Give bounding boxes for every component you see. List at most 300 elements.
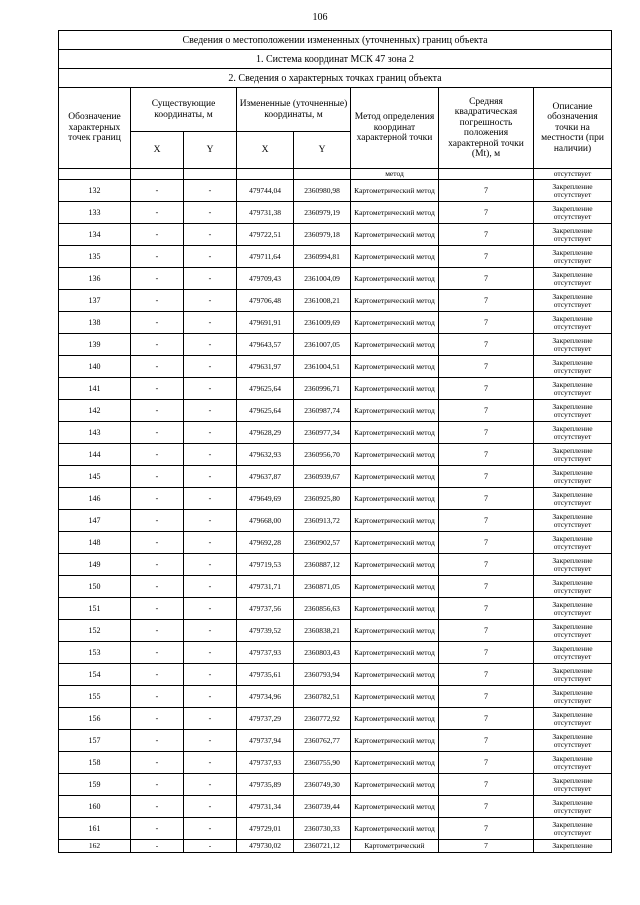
- cell-changed-x: 479737,56: [237, 598, 294, 620]
- cell-point-id: 132: [59, 180, 131, 202]
- cell-existing-x: -: [131, 422, 184, 444]
- cell-error: 7: [439, 752, 534, 774]
- cell-existing-y: -: [184, 708, 237, 730]
- cell-existing-y: -: [184, 686, 237, 708]
- cell-error: 7: [439, 422, 534, 444]
- cell-changed-x: 479691,91: [237, 312, 294, 334]
- cell-description: Закрепление отсутствует: [534, 752, 612, 774]
- cell-changed-y: 2360856,63: [294, 598, 351, 620]
- cell-changed-x: 479737,93: [237, 752, 294, 774]
- cell-changed-x: 479730,02: [237, 840, 294, 853]
- cell-existing-x: -: [131, 796, 184, 818]
- cell-changed-y: 2360772,92: [294, 708, 351, 730]
- cell-point-id: 143: [59, 422, 131, 444]
- col-header-changed: Измененные (уточненные) координаты, м: [237, 88, 351, 132]
- col-header-changed-x: X: [237, 132, 294, 169]
- table-row: [59, 686, 612, 708]
- cell-changed-y: 2360902,57: [294, 532, 351, 554]
- table-row: [59, 510, 612, 532]
- cell-changed-y: 2360739,44: [294, 796, 351, 818]
- cell-error: 7: [439, 730, 534, 752]
- col-header-description: Описание обозначения точки на местности (при наличии): [534, 88, 612, 169]
- cell-method: Картометрический метод: [351, 774, 439, 796]
- cell-existing-x: -: [131, 312, 184, 334]
- table-row: [59, 246, 612, 268]
- cell-point-id: 152: [59, 620, 131, 642]
- cell-changed-x: 479739,52: [237, 620, 294, 642]
- col-header-existing: Существующие координаты, м: [131, 88, 237, 132]
- cell-changed-x: 479731,71: [237, 576, 294, 598]
- cell-existing-x: -: [131, 268, 184, 290]
- cell-method: Картометрический метод: [351, 554, 439, 576]
- cell-existing-y: -: [184, 598, 237, 620]
- cell-existing-x: -: [131, 532, 184, 554]
- cell: [237, 169, 294, 180]
- table-row: [59, 224, 612, 246]
- cell-description: Закрепление отсутствует: [534, 488, 612, 510]
- cell-error: 7: [439, 290, 534, 312]
- cell-method: Картометрический метод: [351, 598, 439, 620]
- table-title: Сведения о местоположении измененных (уточненных) границ объекта: [59, 31, 612, 50]
- cell-point-id: 138: [59, 312, 131, 334]
- cell-description: Закрепление отсутствует: [534, 356, 612, 378]
- cell-description: отсутствует: [534, 169, 612, 180]
- cell: [59, 169, 131, 180]
- cell-point-id: 139: [59, 334, 131, 356]
- cell: [439, 169, 534, 180]
- table-body: [59, 169, 612, 853]
- cell-existing-y: -: [184, 466, 237, 488]
- cell-method: Картометрический метод: [351, 752, 439, 774]
- cell-changed-y: 2360887,12: [294, 554, 351, 576]
- cell-existing-x: -: [131, 598, 184, 620]
- table-row: [59, 466, 612, 488]
- cell-point-id: 156: [59, 708, 131, 730]
- cell-point-id: 151: [59, 598, 131, 620]
- table-row: [59, 422, 612, 444]
- cell-changed-x: 479737,29: [237, 708, 294, 730]
- col-header-existing-y: Y: [184, 132, 237, 169]
- table-row: [59, 334, 612, 356]
- cell-changed-y: 2360994,81: [294, 246, 351, 268]
- cell-error: 7: [439, 356, 534, 378]
- cell-existing-y: -: [184, 752, 237, 774]
- cell: [131, 169, 184, 180]
- cell-changed-x: 479719,53: [237, 554, 294, 576]
- table-row: [59, 290, 612, 312]
- cell-existing-x: -: [131, 510, 184, 532]
- cell-error: 7: [439, 312, 534, 334]
- cell-existing-y: -: [184, 620, 237, 642]
- col-header-changed-y: Y: [294, 132, 351, 169]
- col-header-designation: Обозначение характерных точек границ: [59, 88, 131, 169]
- cell-changed-x: 479643,57: [237, 334, 294, 356]
- cell-changed-x: 479729,01: [237, 818, 294, 840]
- cell-existing-x: -: [131, 466, 184, 488]
- table-row: [59, 400, 612, 422]
- cell-existing-y: -: [184, 334, 237, 356]
- cell-point-id: 154: [59, 664, 131, 686]
- cell-description: Закрепление отсутствует: [534, 642, 612, 664]
- cell-point-id: 147: [59, 510, 131, 532]
- cell-existing-x: -: [131, 818, 184, 840]
- cell-method: Картометрический метод: [351, 202, 439, 224]
- cell-changed-x: 479692,28: [237, 532, 294, 554]
- cell-description: Закрепление отсутствует: [534, 422, 612, 444]
- cell-error: 7: [439, 620, 534, 642]
- cell-point-id: 146: [59, 488, 131, 510]
- table-row: [59, 268, 612, 290]
- table-title-row: [59, 31, 612, 50]
- cell-point-id: 141: [59, 378, 131, 400]
- table-row: [59, 796, 612, 818]
- cell-existing-y: -: [184, 444, 237, 466]
- cell-description: Закрепление отсутствует: [534, 466, 612, 488]
- cell-point-id: 162: [59, 840, 131, 853]
- cell-description: Закрепление отсутствует: [534, 180, 612, 202]
- cell-method: Картометрический метод: [351, 708, 439, 730]
- cell-method: Картометрический метод: [351, 686, 439, 708]
- cell-error: 7: [439, 180, 534, 202]
- cell-existing-y: -: [184, 532, 237, 554]
- cell-changed-y: 2360749,30: [294, 774, 351, 796]
- cell-error: 7: [439, 378, 534, 400]
- cell-existing-x: -: [131, 488, 184, 510]
- cell-changed-x: 479632,93: [237, 444, 294, 466]
- cell: [184, 169, 237, 180]
- cell-error: 7: [439, 466, 534, 488]
- cell-changed-x: 479649,69: [237, 488, 294, 510]
- cell-changed-x: 479668,00: [237, 510, 294, 532]
- cell-point-id: 153: [59, 642, 131, 664]
- cell-changed-x: 479737,93: [237, 642, 294, 664]
- cell-error: 7: [439, 796, 534, 818]
- cell-description: Закрепление отсутствует: [534, 268, 612, 290]
- cell-error: 7: [439, 774, 534, 796]
- table-row: [59, 598, 612, 620]
- cell-error: 7: [439, 202, 534, 224]
- cell-point-id: 161: [59, 818, 131, 840]
- cell-existing-x: -: [131, 774, 184, 796]
- table-row: [59, 202, 612, 224]
- table-row: [59, 620, 612, 642]
- cell-method: Картометрический метод: [351, 312, 439, 334]
- cell-method: Картометрический метод: [351, 356, 439, 378]
- cell-existing-y: -: [184, 224, 237, 246]
- boundary-points-table: [58, 30, 612, 853]
- cell-existing-y: -: [184, 180, 237, 202]
- cell-error: 7: [439, 268, 534, 290]
- cell-error: 7: [439, 224, 534, 246]
- table-row: [59, 356, 612, 378]
- coordinate-system: 1. Система координат МСК 47 зона 2: [59, 50, 612, 69]
- cell-changed-x: 479731,34: [237, 796, 294, 818]
- cell-description: Закрепление отсутствует: [534, 532, 612, 554]
- cell-changed-y: 2360939,67: [294, 466, 351, 488]
- cell: [294, 169, 351, 180]
- table-row: [59, 708, 612, 730]
- cell-existing-y: -: [184, 840, 237, 853]
- cell-description: Закрепление отсутствует: [534, 554, 612, 576]
- cell-existing-y: -: [184, 356, 237, 378]
- page-number: 106: [312, 12, 328, 23]
- cell-changed-x: 479625,64: [237, 378, 294, 400]
- cell-changed-y: 2360838,21: [294, 620, 351, 642]
- cell-point-id: 155: [59, 686, 131, 708]
- cell-method: Картометрический метод: [351, 268, 439, 290]
- cell-changed-x: 479709,43: [237, 268, 294, 290]
- table-row: [59, 774, 612, 796]
- cell-changed-y: 2360782,51: [294, 686, 351, 708]
- cell-changed-y: 2360979,19: [294, 202, 351, 224]
- cell-method: Картометрический метод: [351, 730, 439, 752]
- cell-changed-y: 2361004,09: [294, 268, 351, 290]
- cell-error: 7: [439, 488, 534, 510]
- cell-existing-y: -: [184, 378, 237, 400]
- cell-existing-y: -: [184, 730, 237, 752]
- cell-description: Закрепление отсутствует: [534, 510, 612, 532]
- cell-point-id: 135: [59, 246, 131, 268]
- cell-existing-x: -: [131, 334, 184, 356]
- cell-existing-y: -: [184, 818, 237, 840]
- table-row: [59, 840, 612, 853]
- cell-changed-x: 479706,48: [237, 290, 294, 312]
- section-title-row: [59, 69, 612, 88]
- cell-changed-x: 479628,29: [237, 422, 294, 444]
- cell-existing-x: -: [131, 356, 184, 378]
- table-row-partial: [59, 169, 612, 180]
- table-row: [59, 730, 612, 752]
- cell-existing-y: -: [184, 554, 237, 576]
- cell-description: Закрепление отсутствует: [534, 290, 612, 312]
- cell-changed-y: 2361007,05: [294, 334, 351, 356]
- table-row: [59, 752, 612, 774]
- cell-method: Картометрический метод: [351, 818, 439, 840]
- cell-point-id: 144: [59, 444, 131, 466]
- cell-changed-x: 479734,96: [237, 686, 294, 708]
- cell-error: 7: [439, 708, 534, 730]
- cell-method: Картометрический: [351, 840, 439, 853]
- cell-changed-x: 479744,04: [237, 180, 294, 202]
- cell-existing-x: -: [131, 686, 184, 708]
- cell-changed-x: 479637,87: [237, 466, 294, 488]
- cell-changed-x: 479711,64: [237, 246, 294, 268]
- cell-description: Закрепление отсутствует: [534, 664, 612, 686]
- col-header-method: Метод определения координат характерной точки: [351, 88, 439, 169]
- cell-existing-y: -: [184, 664, 237, 686]
- cell-error: 7: [439, 334, 534, 356]
- cell-existing-y: -: [184, 774, 237, 796]
- cell-error: 7: [439, 598, 534, 620]
- cell-point-id: 160: [59, 796, 131, 818]
- cell-existing-x: -: [131, 444, 184, 466]
- cell-changed-x: 479737,94: [237, 730, 294, 752]
- cell-existing-y: -: [184, 290, 237, 312]
- cell-changed-y: 2361004,51: [294, 356, 351, 378]
- cell-error: 7: [439, 664, 534, 686]
- cell-point-id: 149: [59, 554, 131, 576]
- cell-changed-y: 2360979,18: [294, 224, 351, 246]
- cell-changed-x: 479722,51: [237, 224, 294, 246]
- table-row: [59, 554, 612, 576]
- cell-point-id: 157: [59, 730, 131, 752]
- cell-changed-y: 2360977,34: [294, 422, 351, 444]
- cell-method: Картометрический метод: [351, 488, 439, 510]
- header-row: [59, 88, 612, 132]
- table-row: [59, 488, 612, 510]
- cell-description: Закрепление отсутствует: [534, 598, 612, 620]
- cell-method: Картометрический метод: [351, 620, 439, 642]
- cell-point-id: 136: [59, 268, 131, 290]
- cell-existing-x: -: [131, 620, 184, 642]
- cell-error: 7: [439, 400, 534, 422]
- cell-existing-y: -: [184, 796, 237, 818]
- cell-description: Закрепление отсутствует: [534, 620, 612, 642]
- cell-error: 7: [439, 532, 534, 554]
- cell-existing-x: -: [131, 642, 184, 664]
- cell-existing-x: -: [131, 400, 184, 422]
- cell-description: Закрепление отсутствует: [534, 774, 612, 796]
- cell-method: Картометрический метод: [351, 576, 439, 598]
- cell-existing-x: -: [131, 202, 184, 224]
- cell-existing-x: -: [131, 554, 184, 576]
- cell-changed-y: 2360762,77: [294, 730, 351, 752]
- cell-changed-x: 479631,97: [237, 356, 294, 378]
- cell-description: Закрепление отсутствует: [534, 686, 612, 708]
- cell-error: 7: [439, 510, 534, 532]
- cell-error: 7: [439, 554, 534, 576]
- cell-description: Закрепление отсутствует: [534, 246, 612, 268]
- cell-changed-x: 479625,64: [237, 400, 294, 422]
- cell-method: Картометрический метод: [351, 642, 439, 664]
- cell-method: Картометрический метод: [351, 466, 439, 488]
- col-header-existing-x: X: [131, 132, 184, 169]
- table-row: [59, 180, 612, 202]
- cell-existing-y: -: [184, 576, 237, 598]
- cell-changed-y: 2360803,43: [294, 642, 351, 664]
- cell-changed-x: 479735,61: [237, 664, 294, 686]
- cell-existing-y: -: [184, 268, 237, 290]
- cell-existing-y: -: [184, 202, 237, 224]
- cell-description: Закрепление отсутствует: [534, 796, 612, 818]
- cell-point-id: 148: [59, 532, 131, 554]
- cell-changed-y: 2360913,72: [294, 510, 351, 532]
- cell-changed-y: 2360987,74: [294, 400, 351, 422]
- table-row: [59, 378, 612, 400]
- cell-existing-y: -: [184, 246, 237, 268]
- cell-existing-x: -: [131, 576, 184, 598]
- cell-description: Закрепление отсутствует: [534, 224, 612, 246]
- cell-existing-y: -: [184, 400, 237, 422]
- cell-changed-y: 2361009,69: [294, 312, 351, 334]
- cell-point-id: 134: [59, 224, 131, 246]
- cell-point-id: 150: [59, 576, 131, 598]
- table-row: [59, 642, 612, 664]
- cell-changed-x: 479731,38: [237, 202, 294, 224]
- cell-point-id: 158: [59, 752, 131, 774]
- cell-method: Картометрический метод: [351, 180, 439, 202]
- section-title: 2. Сведения о характерных точках границ объекта: [59, 69, 612, 88]
- cell-method: Картометрический метод: [351, 224, 439, 246]
- cell-existing-x: -: [131, 224, 184, 246]
- cell-changed-x: 479735,89: [237, 774, 294, 796]
- cell-point-id: 133: [59, 202, 131, 224]
- cell-changed-y: 2361008,21: [294, 290, 351, 312]
- cell-description: Закрепление отсутствует: [534, 730, 612, 752]
- coordinate-system-row: [59, 50, 612, 69]
- cell-method: Картометрический метод: [351, 290, 439, 312]
- cell-method: Картометрический метод: [351, 378, 439, 400]
- cell-description: Закрепление отсутствует: [534, 444, 612, 466]
- cell-method: Картометрический метод: [351, 246, 439, 268]
- cell-error: 7: [439, 576, 534, 598]
- cell-existing-y: -: [184, 488, 237, 510]
- cell-changed-y: 2360925,80: [294, 488, 351, 510]
- cell-changed-y: 2360956,70: [294, 444, 351, 466]
- cell-existing-x: -: [131, 290, 184, 312]
- table-row: [59, 312, 612, 334]
- cell-point-id: 137: [59, 290, 131, 312]
- cell-changed-y: 2360793,94: [294, 664, 351, 686]
- cell-error: 7: [439, 818, 534, 840]
- cell-method: Картометрический метод: [351, 664, 439, 686]
- cell-existing-y: -: [184, 422, 237, 444]
- cell-method: Картометрический метод: [351, 334, 439, 356]
- cell-existing-x: -: [131, 752, 184, 774]
- cell-point-id: 140: [59, 356, 131, 378]
- cell-point-id: 159: [59, 774, 131, 796]
- cell-changed-y: 2360755,90: [294, 752, 351, 774]
- cell-changed-y: 2360980,98: [294, 180, 351, 202]
- cell-changed-y: 2360721,12: [294, 840, 351, 853]
- cell-description: Закрепление отсутствует: [534, 312, 612, 334]
- cell-description: Закрепление отсутствует: [534, 400, 612, 422]
- cell-error: 7: [439, 642, 534, 664]
- cell-method: Картометрический метод: [351, 510, 439, 532]
- col-header-error: Средняя квадратическая погрешность положения характерной точки (Mt), м: [439, 88, 534, 169]
- cell-error: 7: [439, 246, 534, 268]
- cell-existing-x: -: [131, 708, 184, 730]
- cell-description: Закрепление отсутствует: [534, 334, 612, 356]
- cell-existing-x: -: [131, 378, 184, 400]
- cell-description: Закрепление отсутствует: [534, 818, 612, 840]
- cell-method: Картометрический метод: [351, 400, 439, 422]
- cell-existing-x: -: [131, 664, 184, 686]
- table-row: [59, 576, 612, 598]
- cell-existing-x: -: [131, 246, 184, 268]
- cell-error: 7: [439, 840, 534, 853]
- cell-point-id: 142: [59, 400, 131, 422]
- cell-point-id: 145: [59, 466, 131, 488]
- cell-method: Картометрический метод: [351, 444, 439, 466]
- cell-error: 7: [439, 686, 534, 708]
- cell-description: Закрепление отсутствует: [534, 378, 612, 400]
- cell-method: Картометрический метод: [351, 422, 439, 444]
- cell-changed-y: 2360730,33: [294, 818, 351, 840]
- cell-existing-y: -: [184, 642, 237, 664]
- cell-existing-x: -: [131, 730, 184, 752]
- table-row: [59, 818, 612, 840]
- cell-method: метод: [351, 169, 439, 180]
- table-row: [59, 532, 612, 554]
- cell-description: Закрепление: [534, 840, 612, 853]
- cell-method: Картометрический метод: [351, 532, 439, 554]
- cell-changed-y: 2360996,71: [294, 378, 351, 400]
- table-row: [59, 444, 612, 466]
- cell-existing-y: -: [184, 312, 237, 334]
- cell-existing-x: -: [131, 840, 184, 853]
- cell-description: Закрепление отсутствует: [534, 576, 612, 598]
